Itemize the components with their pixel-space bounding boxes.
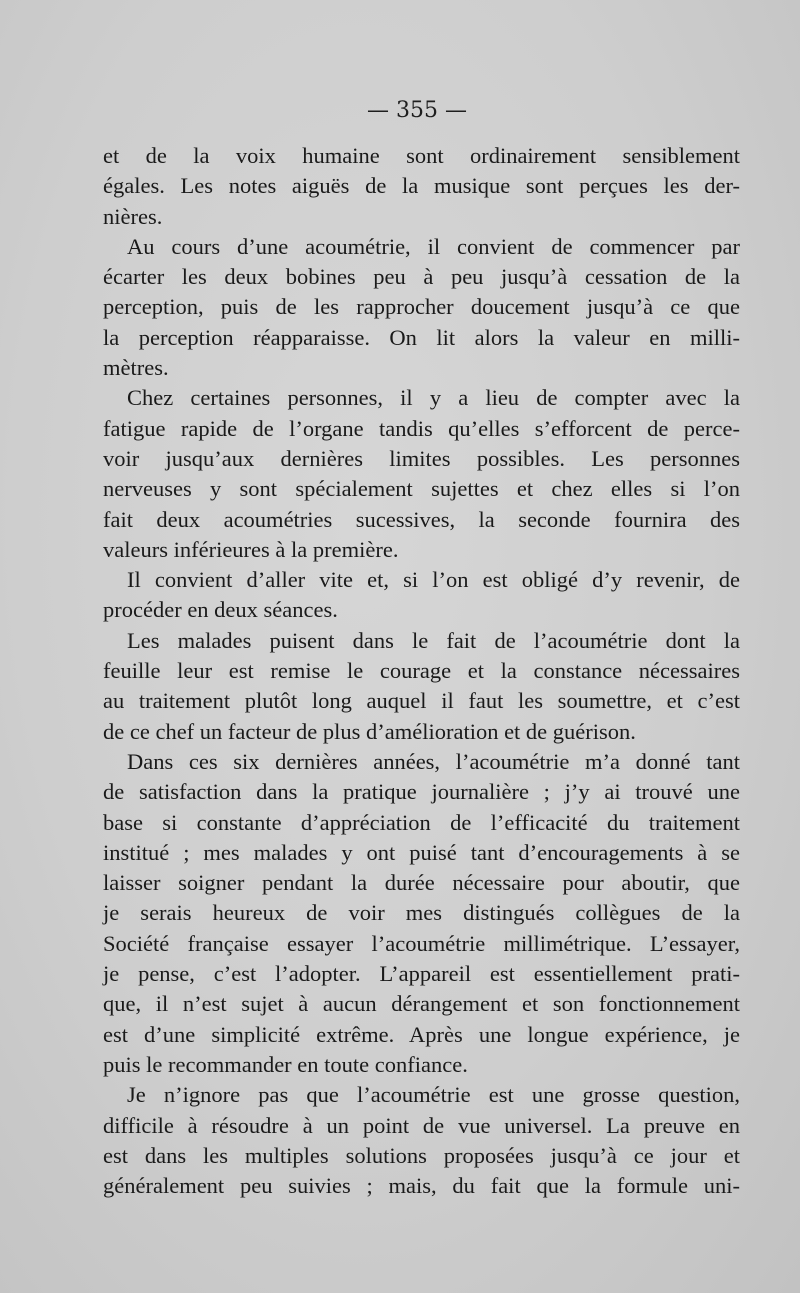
text-line: Au cours d’une acoumétrie, il convient de commencer par [127,233,740,259]
text-line: je pense, c’est l’adopter. L’appareil est essentiellement prati- [103,961,740,987]
text-line: de ce chef un facteur de plus d’amélioration et de guérison. [103,718,636,744]
text-line: généralement peu suivies ; mais, du fait que la formule uni- [103,1173,740,1199]
text-line: de satisfaction dans la pratique journalière ; j’y ai trouvé une [103,779,740,805]
text-line: base si constante d’appréciation de l’efficacité du traitement [103,809,740,835]
text-line: au traitement plutôt long auquel il faut les soumettre, et c’est [103,688,740,714]
text-line: valeurs inférieures à la première. [103,536,399,562]
text-line: je serais heureux de voir mes distingués collègues de la [103,900,740,926]
text-line: écarter les deux bobines peu à peu jusqu’à cessation de la [103,264,740,290]
text-line: perception, puis de les rapprocher doucement jusqu’à ce que [103,294,740,320]
text-line: voir jusqu’aux dernières limites possibles. Les personnes [103,445,740,471]
paragraph [103,1080,740,1201]
text-line: laisser soigner pendant la durée nécessaire pour aboutir, que [103,870,740,896]
text-line: Les malades puisent dans le fait de l’acoumétrie dont la [127,627,740,653]
text-line: difficile à résoudre à un point de vue universel. La preuve en [103,1112,740,1138]
text-line: la perception réapparaisse. On lit alors la valeur en milli- [103,324,740,350]
text-line: institué ; mes malades y ont puisé tant d’encouragements à se [103,839,740,865]
text-line: feuille leur est remise le courage et la constance nécessaires [103,658,740,684]
text-line: Je n’ignore pas que l’acoumétrie est une grosse question, [127,1082,740,1108]
text-line: Il convient d’aller vite et, si l’on est obligé d’y revenir, de [127,567,740,593]
text-line: Société française essayer l’acoumétrie millimétrique. L’essayer, [103,930,740,956]
paragraph [103,232,740,383]
text-line: que, il n’est sujet à aucun dérangement et son fonctionnement [103,991,740,1017]
text-line: égales. Les notes aiguës de la musique sont perçues les der- [103,173,740,199]
text-line: fatigue rapide de l’organe tandis qu’elles s’efforcent de perce- [103,415,740,441]
body-text [103,141,740,1201]
paragraph [103,383,740,565]
text-line: Chez certaines personnes, il y a lieu de compter avec la [127,385,740,411]
paragraph [103,141,740,232]
text-line: mètres. [103,355,169,381]
text-line: et de la voix humaine sont ordinairement sensiblement [103,143,740,168]
text-line: est d’une simplicité extrême. Après une longue expérience, je [103,1021,740,1047]
text-line: est dans les multiples solutions proposées jusqu’à ce jour et [103,1142,740,1168]
page-number: — 355 — [367,98,467,123]
text-line: procéder en deux séances. [103,597,338,623]
text-line: nerveuses y sont spécialement sujettes et chez elles si l’on [103,476,740,502]
paragraph [103,565,740,626]
text-line: nières. [103,203,163,229]
paragraph [103,747,740,1080]
text-line: puis le recommander en toute confiance. [103,1051,468,1077]
paragraph [103,626,740,747]
text-line: Dans ces six dernières années, l’acoumétrie m’a donné tant [127,748,740,774]
text-line: fait deux acoumétries sucessives, la seconde fournira des [103,506,740,532]
